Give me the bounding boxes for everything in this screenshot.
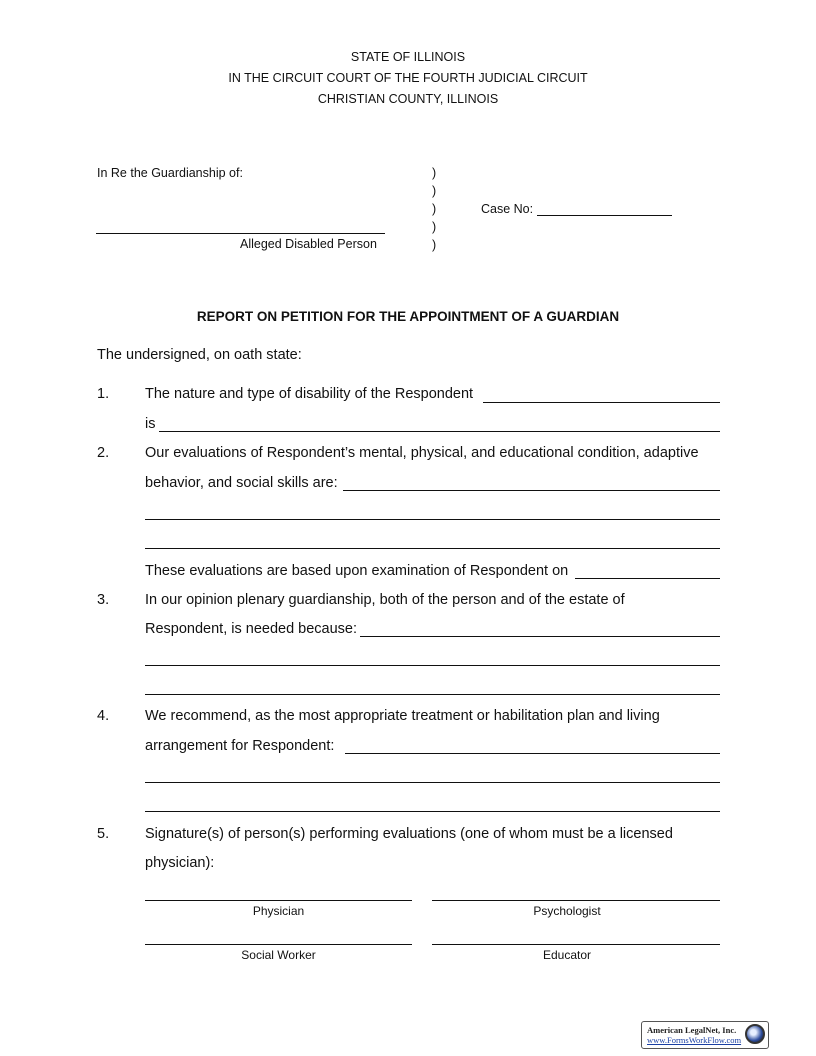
item1-is: is	[145, 416, 156, 432]
court-state: STATE OF ILLINOIS	[350, 50, 466, 64]
logo-company-name: American LegalNet, Inc.	[647, 1025, 737, 1035]
court-name: IN THE CIRCUIT COURT OF THE FOURTH JUDICIAL CIRCUIT	[228, 71, 588, 85]
item-number: 5.	[97, 826, 110, 842]
item4-text-line1: We recommend, as the most appropriate treatment or habilitation plan and living	[145, 708, 660, 724]
report-title: REPORT ON PETITION FOR THE APPOINTMENT OF A GUARDIAN	[196, 309, 620, 324]
guardianship-reason-field-3[interactable]	[145, 694, 720, 695]
in-re-label: In Re the Guardianship of:	[97, 166, 243, 180]
evaluations-field[interactable]	[343, 490, 720, 491]
social-worker-signature-line[interactable]	[145, 944, 412, 945]
educator-label: Educator	[542, 948, 592, 962]
treatment-plan-field[interactable]	[345, 753, 720, 754]
case-no-field[interactable]	[537, 215, 672, 216]
psychologist-label: Psychologist	[533, 904, 601, 918]
item3-text-line2: Respondent, is needed because:	[145, 621, 358, 637]
item2-text-line2: behavior, and social skills are:	[145, 475, 338, 491]
treatment-plan-field-2[interactable]	[145, 782, 720, 783]
globe-icon	[745, 1024, 765, 1044]
evaluations-field-3[interactable]	[145, 548, 720, 549]
disability-type-field-2[interactable]	[159, 431, 720, 432]
guardianship-reason-field[interactable]	[360, 636, 720, 637]
treatment-plan-field-3[interactable]	[145, 811, 720, 812]
respondent-name-line[interactable]	[96, 233, 385, 234]
case-no-label: Case No:	[481, 202, 534, 216]
item3-text-line1: In our opinion plenary guardianship, both of the person and of the estate of	[145, 592, 625, 608]
item5-text-line1: Signature(s) of person(s) performing evaluations (one of whom must be a licensed	[145, 826, 673, 842]
item-number: 3.	[97, 592, 110, 608]
item-number: 2.	[97, 445, 110, 461]
evaluations-field-2[interactable]	[145, 519, 720, 520]
logo-website-link[interactable]: www.FormsWorkFlow.com	[647, 1035, 742, 1045]
item-number: 1.	[97, 386, 110, 402]
alleged-disabled-label: Alleged Disabled Person	[240, 237, 377, 251]
caption-paren: )	[432, 220, 437, 234]
intro-text: The undersigned, on oath state:	[97, 347, 302, 363]
caption-paren: )	[432, 202, 437, 216]
court-county: CHRISTIAN COUNTY, ILLINOIS	[317, 92, 499, 106]
item-number: 4.	[97, 708, 110, 724]
item2-text-line1: Our evaluations of Respondent’s mental, physical, and educational condition, adaptive	[145, 445, 699, 461]
physician-signature-line[interactable]	[145, 900, 412, 901]
physician-label: Physician	[252, 904, 305, 918]
guardianship-reason-field-2[interactable]	[145, 665, 720, 666]
item4-text-line2: arrangement for Respondent:	[145, 738, 335, 754]
american-legalnet-logo[interactable]	[641, 1021, 769, 1049]
caption-paren: )	[432, 184, 437, 198]
item5-text-line2: physician):	[145, 855, 215, 871]
caption-paren: )	[432, 238, 437, 252]
disability-type-field[interactable]	[483, 402, 720, 403]
educator-signature-line[interactable]	[432, 944, 720, 945]
examination-date-field[interactable]	[575, 578, 720, 579]
caption-paren: )	[432, 166, 437, 180]
evaluations-based-text: These evaluations are based upon examination of Respondent on	[145, 563, 569, 579]
psychologist-signature-line[interactable]	[432, 900, 720, 901]
social-worker-label: Social Worker	[241, 948, 316, 962]
item1-text: The nature and type of disability of the Respondent	[145, 386, 474, 402]
